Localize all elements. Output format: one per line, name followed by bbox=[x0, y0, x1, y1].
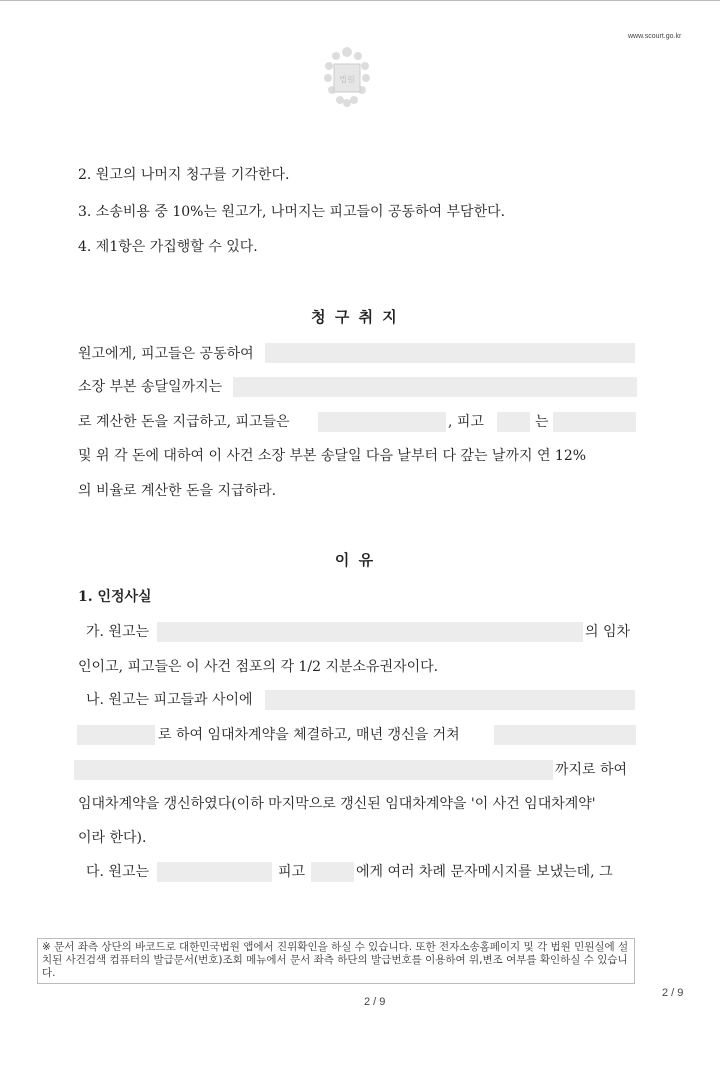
redaction-box bbox=[497, 412, 530, 432]
para-na-a: 나. 원고는 피고들과 사이에 bbox=[86, 692, 253, 708]
para-ga-a: 가. 원고는 bbox=[86, 624, 149, 640]
court-url: www.scourt.go.kr bbox=[628, 33, 682, 40]
redaction-box bbox=[233, 377, 637, 397]
top-border bbox=[0, 0, 720, 1]
claim-line-3a: 로 계산한 돈을 지급하고, 피고들은 bbox=[78, 414, 290, 430]
order-item-4: 4. 제1항은 가집행할 수 있다. bbox=[78, 239, 258, 255]
court-seal-logo bbox=[322, 44, 372, 108]
redaction-box bbox=[494, 725, 636, 745]
claim-line-5: 의 비율로 계산한 돈을 지급하라. bbox=[78, 483, 277, 499]
claim-line-1: 원고에게, 피고들은 공동하여 bbox=[78, 346, 254, 362]
para-na-5: 이라 한다). bbox=[78, 830, 147, 846]
para-na-3: 까지로 하여 bbox=[555, 762, 628, 778]
verification-notice: ※ 문서 좌측 상단의 바코드로 대한민국법원 앱에서 진위확인을 하실 수 있습니다. 또한 전자소송홈페이지 및 각 법원 민원실에 설치된 사건검색 컴퓨터의 발급문서(번호)조회 메뉴에서 문서 좌측 하단의 발급번호를 이용하여 위,변조 여부를 확인하실 수 있습니다. bbox=[37, 938, 635, 984]
para-ga-2: 인이고, 피고들은 이 사건 점포의 각 1/2 지분소유권자이다. bbox=[78, 659, 439, 675]
redaction-box bbox=[74, 760, 553, 780]
redaction-box bbox=[311, 862, 354, 882]
order-item-2: 2. 원고의 나머지 청구를 기각한다. bbox=[78, 167, 290, 183]
para-da-a: 다. 원고는 bbox=[86, 864, 149, 880]
reason-heading: 이 유 bbox=[334, 551, 376, 569]
redaction-box bbox=[265, 690, 635, 710]
redaction-box bbox=[157, 622, 583, 642]
claim-line-2: 소장 부본 송달일까지는 bbox=[78, 379, 223, 395]
order-item-3: 3. 소송비용 중 10%는 원고가, 나머지는 피고들이 공동하여 부담한다. bbox=[78, 204, 506, 220]
redaction-box bbox=[77, 725, 155, 745]
redaction-box bbox=[265, 343, 635, 363]
claim-line-4: 및 위 각 돈에 대하여 이 사건 소장 부본 송달일 다음 날부터 다 갚는 날까지 연 12% bbox=[78, 448, 587, 464]
svg-text:법원: 법원 bbox=[339, 75, 355, 84]
claim-line-3c: 는 bbox=[535, 414, 549, 430]
page-number-right: 2 / 9 bbox=[662, 987, 684, 999]
claim-line-3b: , 피고 bbox=[448, 414, 484, 430]
para-da-b: 피고 bbox=[278, 864, 306, 880]
section-heading: 1. 인정사실 bbox=[78, 589, 152, 605]
page-number-center: 2 / 9 bbox=[364, 996, 386, 1008]
para-na-4: 임대차계약을 갱신하였다(이하 마지막으로 갱신된 임대차계약을 '이 사건 임대차계약' bbox=[78, 796, 596, 812]
para-da-c: 에게 여러 차례 문자메시지를 보냈는데, 그 bbox=[356, 864, 613, 880]
redaction-box bbox=[553, 412, 636, 432]
redaction-box bbox=[157, 862, 272, 882]
redaction-box bbox=[318, 412, 446, 432]
claim-heading: 청 구 취 지 bbox=[311, 308, 399, 326]
para-ga-b: 의 임차 bbox=[585, 624, 631, 640]
para-na-2: 로 하여 임대차계약을 체결하고, 매년 갱신을 거쳐 bbox=[158, 727, 460, 743]
